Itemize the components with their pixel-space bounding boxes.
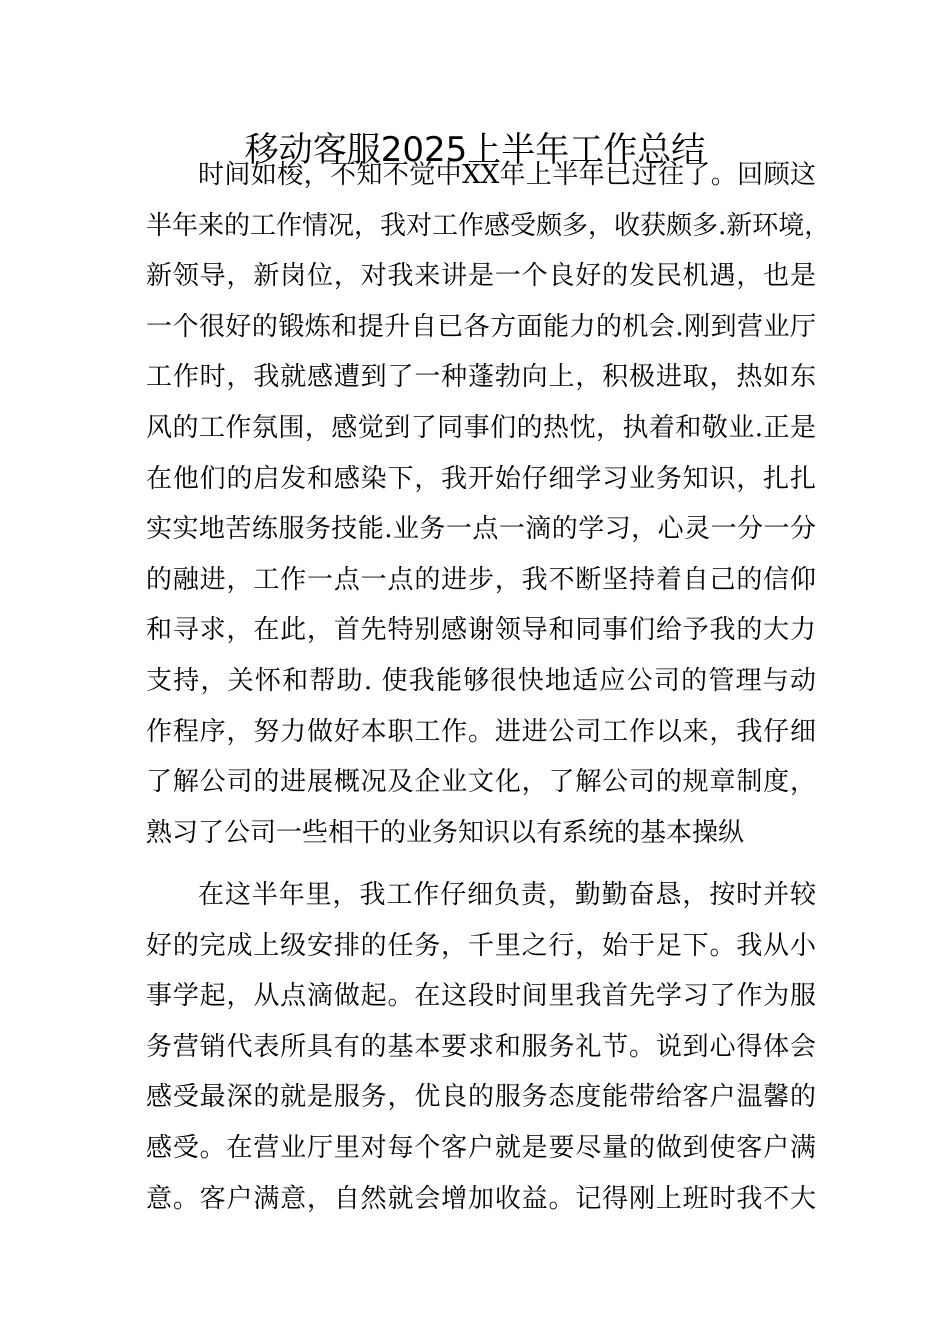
- text-line: 和寻求，在此，首先特别感谢领导和同事们给予我的大力: [146, 615, 816, 646]
- text-line: 好的完成上级安排的任务，千里之行，始于足下。我从小: [146, 930, 816, 961]
- text-line: 了解公司的进展概况及企业文化，了解公司的规章制度，: [146, 767, 816, 798]
- text-line: 在他们的启发和感染下，我开始仔细学习业务知识，扎扎: [146, 463, 816, 494]
- text-line: 感受。在营业厅里对每个客户就是要尽量的做到使客户满: [146, 1132, 816, 1163]
- text-line: 作程序，努力做好本职工作。进进公司工作以来，我仔细: [146, 716, 816, 747]
- text-line: 风的工作氛围，感觉到了同事们的热忱，执着和敬业.正是: [146, 412, 816, 443]
- text-line: 感受最深的就是服务，优良的服务态度能带给客户温馨的: [146, 1082, 816, 1113]
- document-title: 移动客服2025上半年工作总结: [244, 130, 706, 170]
- paragraph-1: [146, 150, 831, 858]
- text-line: 支持，关怀和帮助. 使我能够很快地适应公司的管理与动: [146, 665, 816, 696]
- text-line: 意。客户满意，自然就会增加收益。记得刚上班时我不大: [146, 1183, 816, 1214]
- text-line: 新领导，新岗位，对我来讲是一个良好的发民机遇，也是: [146, 261, 816, 292]
- text-line: 在这半年里，我工作仔细负责，勤勤奋恳，按时并较: [198, 880, 816, 910]
- text-line: 务营销代表所具有的基本要求和服务礼节。说到心得体会: [146, 1031, 816, 1062]
- text-line: 实实地苦练服务技能.业务一点一滴的学习，心灵一分一分: [146, 514, 816, 545]
- text-line: 熟习了公司一些相干的业务知识以有系统的基本操纵: [146, 817, 745, 848]
- text-line: 事学起，从点滴做起。在这段时间里我首先学习了作为服: [146, 981, 816, 1012]
- text-line: 的融进，工作一点一点的进步，我不断坚持着自己的信仰: [146, 564, 816, 595]
- paragraph-2: [146, 870, 816, 1224]
- text-line: 半年来的工作情况，我对工作感受颇多，收获颇多.新环境，: [146, 210, 831, 241]
- text-line: 一个很好的锻炼和提升自已各方面能力的机会.刚到营业厅: [146, 311, 816, 342]
- text-line: 工作时，我就感遭到了一种蓬勃向上，积极进取，热如东: [146, 362, 816, 393]
- text-line: 时间如梭，不知不觉中XX年上半年已过往了。回顾这: [198, 160, 816, 190]
